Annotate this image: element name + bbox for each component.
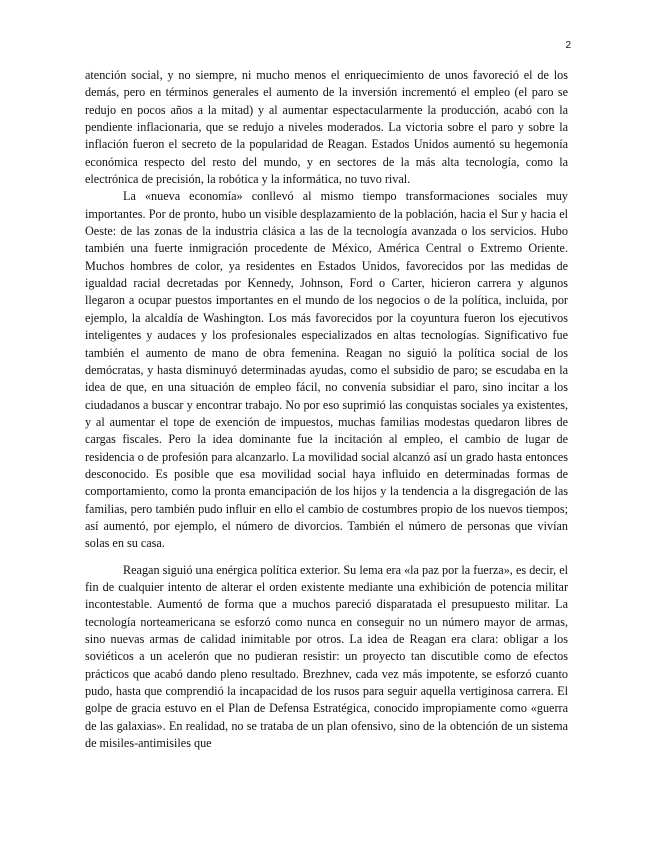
page-number: 2 [565,40,571,51]
paragraph-economy-continuation: atención social, y no siempre, ni mucho menos el enriquecimiento de unos favoreció el de los demás, pero en términos generales el aumento de la inversión incrementó el empleo (el paro se redujo en pocos años a la mitad) y al aumentar espectacularmente la producción, acabó con la pendiente inflacionaria, que se redujo a niveles moderados. La victoria sobre el paro y sobre la inflación fueron el secreto de la popularidad de Reagan. Estados Unidos aumentó su hegemonía económica respecto del resto del mundo, y en sectores de la más alta tecnología, como la electrónica de precisión, la robótica y la informática, no tuvo rival. [85,68,568,187]
body-text [85,67,568,752]
paragraph-foreign-policy: Reagan siguió una enérgica política exterior. Su lema era «la paz por la fuerza», es decir, el fin de cualquier intento de alterar el orden existente mediante una exhibición de potencia militar incontestable. Aumentó de forma que a muchos pareció disparatada el presupuesto militar. La tecnología norteamericana se esforzó como nunca en conseguir no un número mayor de armas, sino nuevas armas de calidad inimitable por otros. La idea de Reagan era clara: obligar a los soviéticos a un acelerón que no pudieran resistir: un proyecto tan discutible como de efectos prácticos que acabó dando pleno resultado. Brezhnev, cada vez más impotente, se esforzó cuanto pudo, hasta que comprendió la incapacidad de los rusos para seguir aquella vertiginosa carrera. El golpe de gracia estuvo en el Plan de Defensa Estratégica, conocido impropiamente como «guerra de las galaxias». En realidad, no se trataba de un plan ofensivo, sino de la obtención de un sistema de misiles-antimisiles que [85,562,568,751]
paragraph-social-transformations: La «nueva economía» conllevó al mismo tiempo transformaciones sociales muy importantes. Por de pronto, hubo un visible desplazamiento de la población, hacia el Sur y hacia el Oeste: de las zonas de la industria clásica a las de la tecnología avanzada o los servicios. Hubo también una fuerte inmigración procedente de México, América Central o Extremo Oriente. Muchos hombres de color, ya residentes en Estados Unidos, favorecidos por las medidas de igualdad racial decretadas por Kennedy, Johnson, Ford o Carter, hicieron carrera y algunos llegaron a ocupar puestos importantes en el mundo de los negocios o de la política, incluida, por ejemplo, la alcaldía de Washington. Los más favorecidos por la coyuntura fueron los ejecutivos inteligentes y audaces y los profesionales especializados en altas tecnologías. Significativo fue también el aumento de mano de obra femenina. Reagan no siguió la política social de los demócratas, y hasta disminuyó determinadas ayudas, como el subsidio de paro; se escudaba en la idea de que, en una situación de empleo fácil, no convenía subsidiar el paro, sino incitar a los ciudadanos a buscar y encontrar trabajo. No por eso suprimió las conquistas sociales ya existentes, y al aumentar el tope de exención de impuestos, muchas familias modestas quedaron libres de cargas fiscales. Pero la idea dominante fue la incitación al empleo, el cambio de lugar de residencia o de profesión para alcanzarlo. La movilidad social alcanzó así un grado hasta entonces desconocido. Es posible que esa movilidad social haya influido en determinadas formas de comportamiento, como la pronta emancipación de los hijos y la tendencia a la disgregación de las familias, pero también pudo influir en ello el cambio de costumbres propio de los nuevos tiempos; así aumentó, por ejemplo, el número de divorcios. También el número de personas que vivían solas en su casa. [85,189,568,551]
